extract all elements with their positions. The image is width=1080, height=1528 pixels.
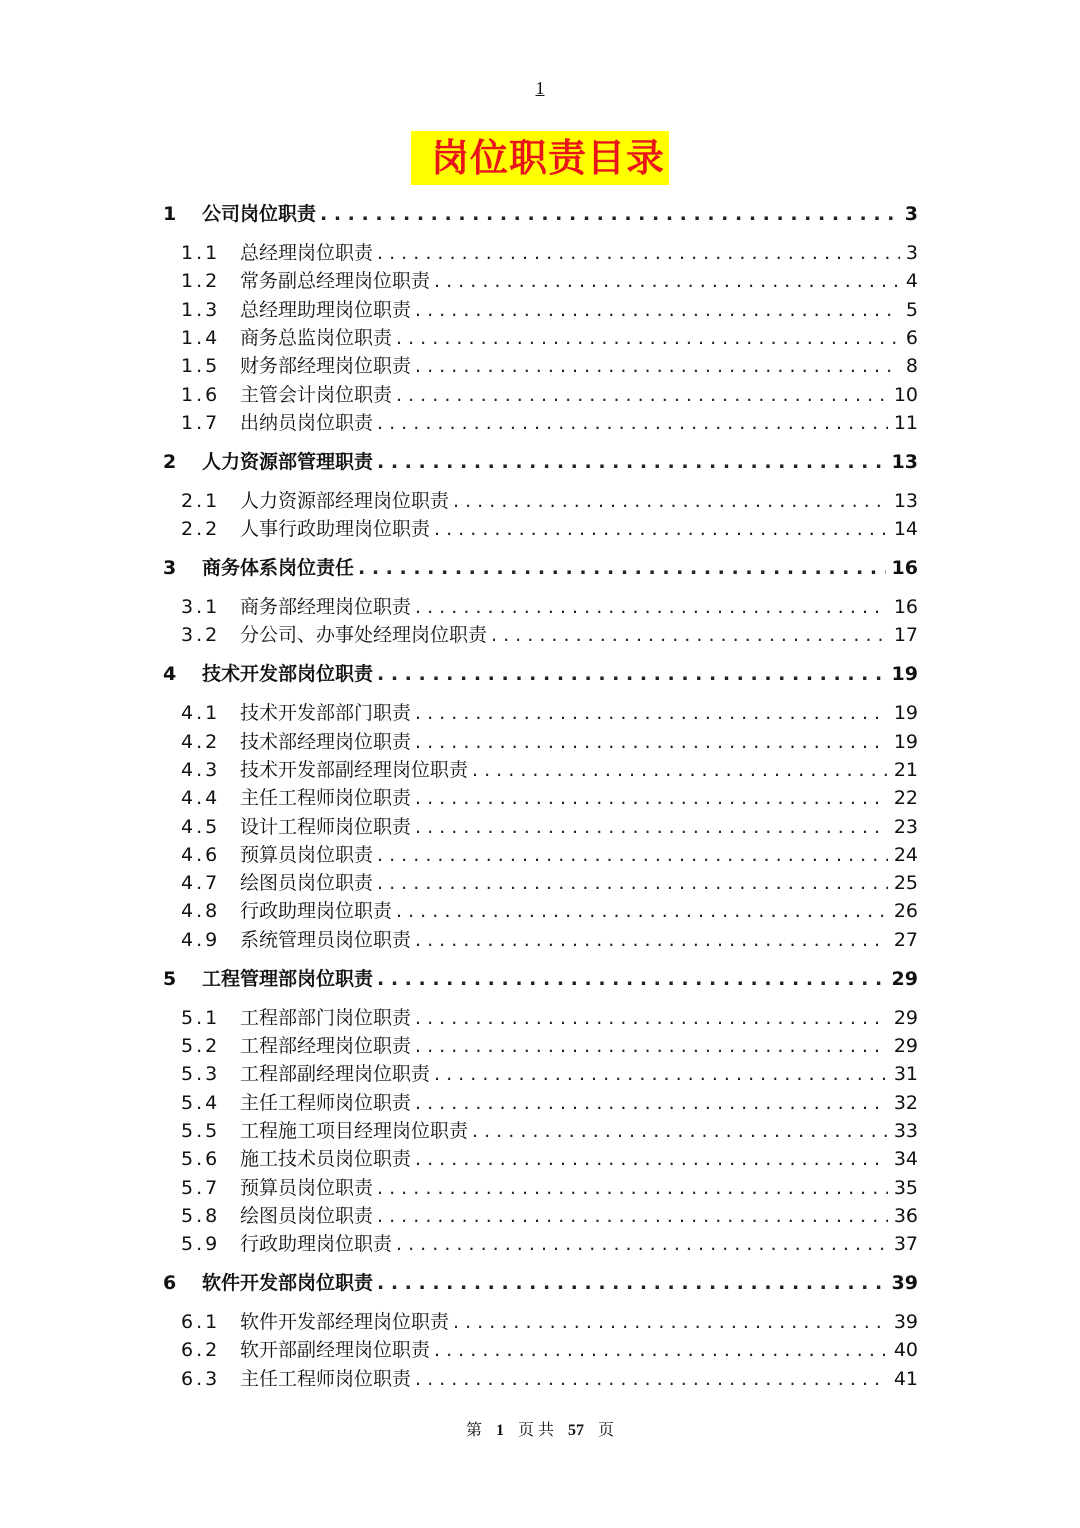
toc-section-entry[interactable] xyxy=(181,840,918,868)
toc-entry-number: 4.7 xyxy=(181,872,221,894)
footer-current-page: 1 xyxy=(495,1422,504,1439)
toc-dot-leader xyxy=(396,384,888,406)
toc-section-entry[interactable] xyxy=(181,783,918,811)
toc-chapter-entry[interactable] xyxy=(163,659,918,687)
toc-entry-page: 39 xyxy=(893,1311,918,1333)
toc-section-entry[interactable] xyxy=(181,1229,918,1257)
toc-dot-leader xyxy=(491,624,888,646)
toc-entry-page: 24 xyxy=(893,844,918,866)
toc-section-entry[interactable] xyxy=(181,755,918,783)
toc-entry-page: 21 xyxy=(893,759,918,781)
toc-section-entry[interactable] xyxy=(181,514,918,542)
toc-entry-label: 主任工程师岗位职责 xyxy=(240,1092,412,1114)
toc-entry-label: 人事行政助理岗位职责 xyxy=(240,518,431,540)
toc-dot-leader xyxy=(377,872,888,894)
toc-section-entry[interactable] xyxy=(181,925,918,953)
toc-dot-leader xyxy=(434,518,888,540)
toc-dot-leader xyxy=(396,900,888,922)
toc-entry-number: 1.6 xyxy=(181,384,221,406)
toc-section-entry[interactable] xyxy=(181,727,918,755)
toc-dot-leader xyxy=(358,557,886,579)
toc-section-entry[interactable] xyxy=(181,620,918,648)
toc-dot-leader xyxy=(415,731,888,753)
toc-entry-label: 公司岗位职责 xyxy=(202,203,317,225)
toc-dot-leader xyxy=(472,759,888,781)
toc-chapter-entry[interactable] xyxy=(163,1268,918,1296)
toc-section-entry[interactable] xyxy=(181,812,918,840)
toc-dot-leader xyxy=(415,355,900,377)
toc-entry-label: 绘图员岗位职责 xyxy=(240,872,374,894)
toc-entry-number: 4.9 xyxy=(181,929,221,951)
toc-dot-leader xyxy=(377,412,888,434)
toc-dot-leader xyxy=(415,929,888,951)
toc-chapter-entry[interactable] xyxy=(163,199,918,227)
toc-entry-label: 行政助理岗位职责 xyxy=(240,1233,393,1255)
toc-entry-label: 商务部经理岗位职责 xyxy=(240,596,412,618)
toc-dot-leader xyxy=(453,1311,888,1333)
toc-dot-leader xyxy=(415,1092,888,1114)
toc-dot-leader xyxy=(415,1035,888,1057)
toc-entry-label: 绘图员岗位职责 xyxy=(240,1205,374,1227)
toc-entry-page: 40 xyxy=(893,1339,918,1361)
toc-dot-leader xyxy=(415,1368,888,1390)
toc-dot-leader xyxy=(415,299,900,321)
toc-entry-label: 技术部经理岗位职责 xyxy=(240,731,412,753)
toc-entry-page: 41 xyxy=(893,1368,918,1390)
toc-section-entry[interactable] xyxy=(181,1364,918,1392)
toc-entry-page: 29 xyxy=(891,968,918,990)
toc-dot-leader xyxy=(415,596,888,618)
toc-entry-number: 4.1 xyxy=(181,702,221,724)
toc-entry-page: 27 xyxy=(893,929,918,951)
toc-entry-number: 4.5 xyxy=(181,816,221,838)
toc-dot-leader xyxy=(415,702,888,724)
toc-entry-label: 工程施工项目经理岗位职责 xyxy=(240,1120,469,1142)
toc-entry-page: 16 xyxy=(891,557,918,579)
toc-entry-number: 2 xyxy=(163,451,177,473)
toc-section-entry[interactable] xyxy=(181,896,918,924)
toc-entry-page: 19 xyxy=(893,731,918,753)
toc-entry-page: 31 xyxy=(893,1063,918,1085)
toc-entry-label: 软开部副经理岗位职责 xyxy=(240,1339,431,1361)
toc-section-entry[interactable] xyxy=(181,351,918,379)
toc-entry-page: 29 xyxy=(893,1007,918,1029)
toc-entry-number: 5 xyxy=(163,968,177,990)
toc-section-entry[interactable] xyxy=(181,1173,918,1201)
footer-middle: 页 共 xyxy=(517,1422,554,1439)
toc-entry-label: 技术开发部岗位职责 xyxy=(202,663,374,685)
toc-entry-page: 34 xyxy=(893,1148,918,1170)
toc-entry-page: 25 xyxy=(893,872,918,894)
toc-entry-label: 商务体系岗位责任 xyxy=(202,557,355,579)
toc-entry-page: 37 xyxy=(893,1233,918,1255)
toc-section-entry[interactable] xyxy=(181,1003,918,1031)
toc-entry-label: 出纳员岗位职责 xyxy=(240,412,374,434)
toc-entry-page: 22 xyxy=(893,787,918,809)
toc-dot-leader xyxy=(320,203,899,225)
toc-dot-leader xyxy=(415,787,888,809)
toc-entry-number: 5.4 xyxy=(181,1092,221,1114)
toc-entry-page: 19 xyxy=(891,663,918,685)
toc-entry-number: 5.2 xyxy=(181,1035,221,1057)
toc-entry-label: 商务总监岗位职责 xyxy=(240,327,393,349)
toc-dot-leader xyxy=(472,1120,888,1142)
toc-entry-number: 4 xyxy=(163,663,177,685)
toc-entry-label: 总经理助理岗位职责 xyxy=(240,299,412,321)
footer-suffix: 页 xyxy=(598,1422,615,1439)
toc-dot-leader xyxy=(434,1339,888,1361)
toc-entry-label: 工程部经理岗位职责 xyxy=(240,1035,412,1057)
toc-entry-number: 5.5 xyxy=(181,1120,221,1142)
toc-section-entry[interactable] xyxy=(181,592,918,620)
toc-entry-number: 1.7 xyxy=(181,412,221,434)
toc-entry-page: 32 xyxy=(893,1092,918,1114)
toc-section-entry[interactable] xyxy=(181,1031,918,1059)
toc-entry-number: 3.2 xyxy=(181,624,221,646)
toc-section-entry[interactable] xyxy=(181,266,918,294)
toc-entry-page: 29 xyxy=(893,1035,918,1057)
toc-section-entry[interactable] xyxy=(181,1307,918,1335)
toc-chapter-entry[interactable] xyxy=(163,447,918,475)
toc-entry-label: 技术开发部副经理岗位职责 xyxy=(240,759,469,781)
toc-entry-label: 人力资源部经理岗位职责 xyxy=(240,490,450,512)
toc-entry-number: 1.4 xyxy=(181,327,221,349)
toc-entry-number: 6 xyxy=(163,1272,177,1294)
toc-entry-label: 技术开发部部门职责 xyxy=(240,702,412,724)
toc-entry-number: 3 xyxy=(163,557,177,579)
toc-entry-label: 设计工程师岗位职责 xyxy=(240,816,412,838)
toc-entry-number: 6.2 xyxy=(181,1339,221,1361)
toc-entry-label: 财务部经理岗位职责 xyxy=(240,355,412,377)
toc-entry-number: 5.9 xyxy=(181,1233,221,1255)
toc-entry-number: 5.1 xyxy=(181,1007,221,1029)
toc-entry-label: 主任工程师岗位职责 xyxy=(240,1368,412,1390)
toc-entry-page: 39 xyxy=(891,1272,918,1294)
toc-entry-label: 分公司、办事处经理岗位职责 xyxy=(240,624,488,646)
toc-entry-label: 预算员岗位职责 xyxy=(240,844,374,866)
toc-entry-number: 1.5 xyxy=(181,355,221,377)
toc-entry-number: 5.6 xyxy=(181,1148,221,1170)
toc-entry-page: 35 xyxy=(893,1177,918,1199)
footer-prefix: 第 xyxy=(465,1422,482,1439)
toc-entry-label: 软件开发部经理岗位职责 xyxy=(240,1311,450,1333)
toc-entry-label: 人力资源部管理职责 xyxy=(202,451,374,473)
toc-chapter-entry[interactable] xyxy=(163,553,918,581)
toc-entry-label: 软件开发部岗位职责 xyxy=(202,1272,374,1294)
toc-section-entry[interactable] xyxy=(181,698,918,726)
toc-dot-leader xyxy=(377,1272,886,1294)
toc-entry-page: 33 xyxy=(893,1120,918,1142)
toc-entry-number: 1.1 xyxy=(181,242,221,264)
toc-entry-number: 5.7 xyxy=(181,1177,221,1199)
toc-section-entry[interactable] xyxy=(181,868,918,896)
toc-dot-leader xyxy=(415,1007,888,1029)
toc-section-entry[interactable] xyxy=(181,1335,918,1363)
toc-entry-number: 6.1 xyxy=(181,1311,221,1333)
toc-entry-label: 工程管理部岗位职责 xyxy=(202,968,374,990)
toc-entry-number: 4.8 xyxy=(181,900,221,922)
toc-entry-page: 3 xyxy=(904,203,918,225)
toc-entry-number: 4.2 xyxy=(181,731,221,753)
toc-section-entry[interactable] xyxy=(181,408,918,436)
toc-entry-page: 17 xyxy=(893,624,918,646)
toc-entry-page: 14 xyxy=(893,518,918,540)
toc-entry-label: 总经理岗位职责 xyxy=(240,242,374,264)
toc-dot-leader xyxy=(396,1233,888,1255)
toc-section-entry[interactable] xyxy=(181,295,918,323)
footer-total-pages: 57 xyxy=(568,1422,584,1439)
toc-entry-number: 4.6 xyxy=(181,844,221,866)
page-footer xyxy=(0,1417,1080,1440)
toc-entry-number: 4.4 xyxy=(181,787,221,809)
toc-dot-leader xyxy=(434,1063,888,1085)
toc-section-entry[interactable] xyxy=(181,1201,918,1229)
toc-dot-leader xyxy=(377,1177,888,1199)
toc-entry-page: 23 xyxy=(893,816,918,838)
toc-entry-number: 1.3 xyxy=(181,299,221,321)
toc-entry-label: 常务副总经理岗位职责 xyxy=(240,270,431,292)
toc-section-entry[interactable] xyxy=(181,323,918,351)
toc-section-entry[interactable] xyxy=(181,1059,918,1087)
toc-chapter-entry[interactable] xyxy=(163,964,918,992)
toc-dot-leader xyxy=(434,270,900,292)
toc-entry-page: 16 xyxy=(893,596,918,618)
toc-entry-page: 5 xyxy=(905,299,918,321)
toc-entry-page: 26 xyxy=(893,900,918,922)
toc-entry-page: 19 xyxy=(893,702,918,724)
toc-section-entry[interactable] xyxy=(181,1088,918,1116)
toc-entry-page: 3 xyxy=(905,242,918,264)
toc-entry-number: 4.3 xyxy=(181,759,221,781)
toc-entry-number: 5.3 xyxy=(181,1063,221,1085)
toc-dot-leader xyxy=(415,816,888,838)
toc-entry-page: 13 xyxy=(891,451,918,473)
toc-entry-number: 3.1 xyxy=(181,596,221,618)
toc-entry-label: 行政助理岗位职责 xyxy=(240,900,393,922)
toc-entry-label: 主管会计岗位职责 xyxy=(240,384,393,406)
toc-section-entry[interactable] xyxy=(181,380,918,408)
toc-entry-label: 施工技术员岗位职责 xyxy=(240,1148,412,1170)
toc-section-entry[interactable] xyxy=(181,1144,918,1172)
toc-section-entry[interactable] xyxy=(181,1116,918,1144)
toc-section-entry[interactable] xyxy=(181,238,918,266)
toc-entry-number: 1.2 xyxy=(181,270,221,292)
toc-entry-label: 主任工程师岗位职责 xyxy=(240,787,412,809)
toc-dot-leader xyxy=(377,663,886,685)
toc-entry-page: 8 xyxy=(905,355,918,377)
toc-entry-page: 6 xyxy=(905,327,918,349)
toc-entry-label: 预算员岗位职责 xyxy=(240,1177,374,1199)
toc-dot-leader xyxy=(377,968,886,990)
toc-entry-number: 2.1 xyxy=(181,490,221,512)
document-title: 岗位职责目录 xyxy=(411,131,669,185)
toc-entry-number: 5.8 xyxy=(181,1205,221,1227)
toc-entry-number: 2.2 xyxy=(181,518,221,540)
toc-entry-label: 工程部副经理岗位职责 xyxy=(240,1063,431,1085)
toc-entry-page: 36 xyxy=(893,1205,918,1227)
toc-dot-leader xyxy=(377,451,886,473)
toc-entry-label: 工程部部门岗位职责 xyxy=(240,1007,412,1029)
toc-dot-leader xyxy=(377,1205,888,1227)
toc-entry-page: 13 xyxy=(893,490,918,512)
toc-entry-page: 4 xyxy=(905,270,918,292)
toc-entry-number: 1 xyxy=(163,203,177,225)
toc-entry-label: 系统管理员岗位职责 xyxy=(240,929,412,951)
toc-dot-leader xyxy=(377,242,900,264)
page-marker-top: 1 xyxy=(535,78,545,98)
toc-section-entry[interactable] xyxy=(181,486,918,514)
toc-entry-page: 11 xyxy=(893,412,918,434)
toc-entry-page: 10 xyxy=(893,384,918,406)
toc-entry-number: 6.3 xyxy=(181,1368,221,1390)
toc-dot-leader xyxy=(415,1148,888,1170)
toc-dot-leader xyxy=(453,490,888,512)
toc-dot-leader xyxy=(396,327,900,349)
toc-dot-leader xyxy=(377,844,888,866)
